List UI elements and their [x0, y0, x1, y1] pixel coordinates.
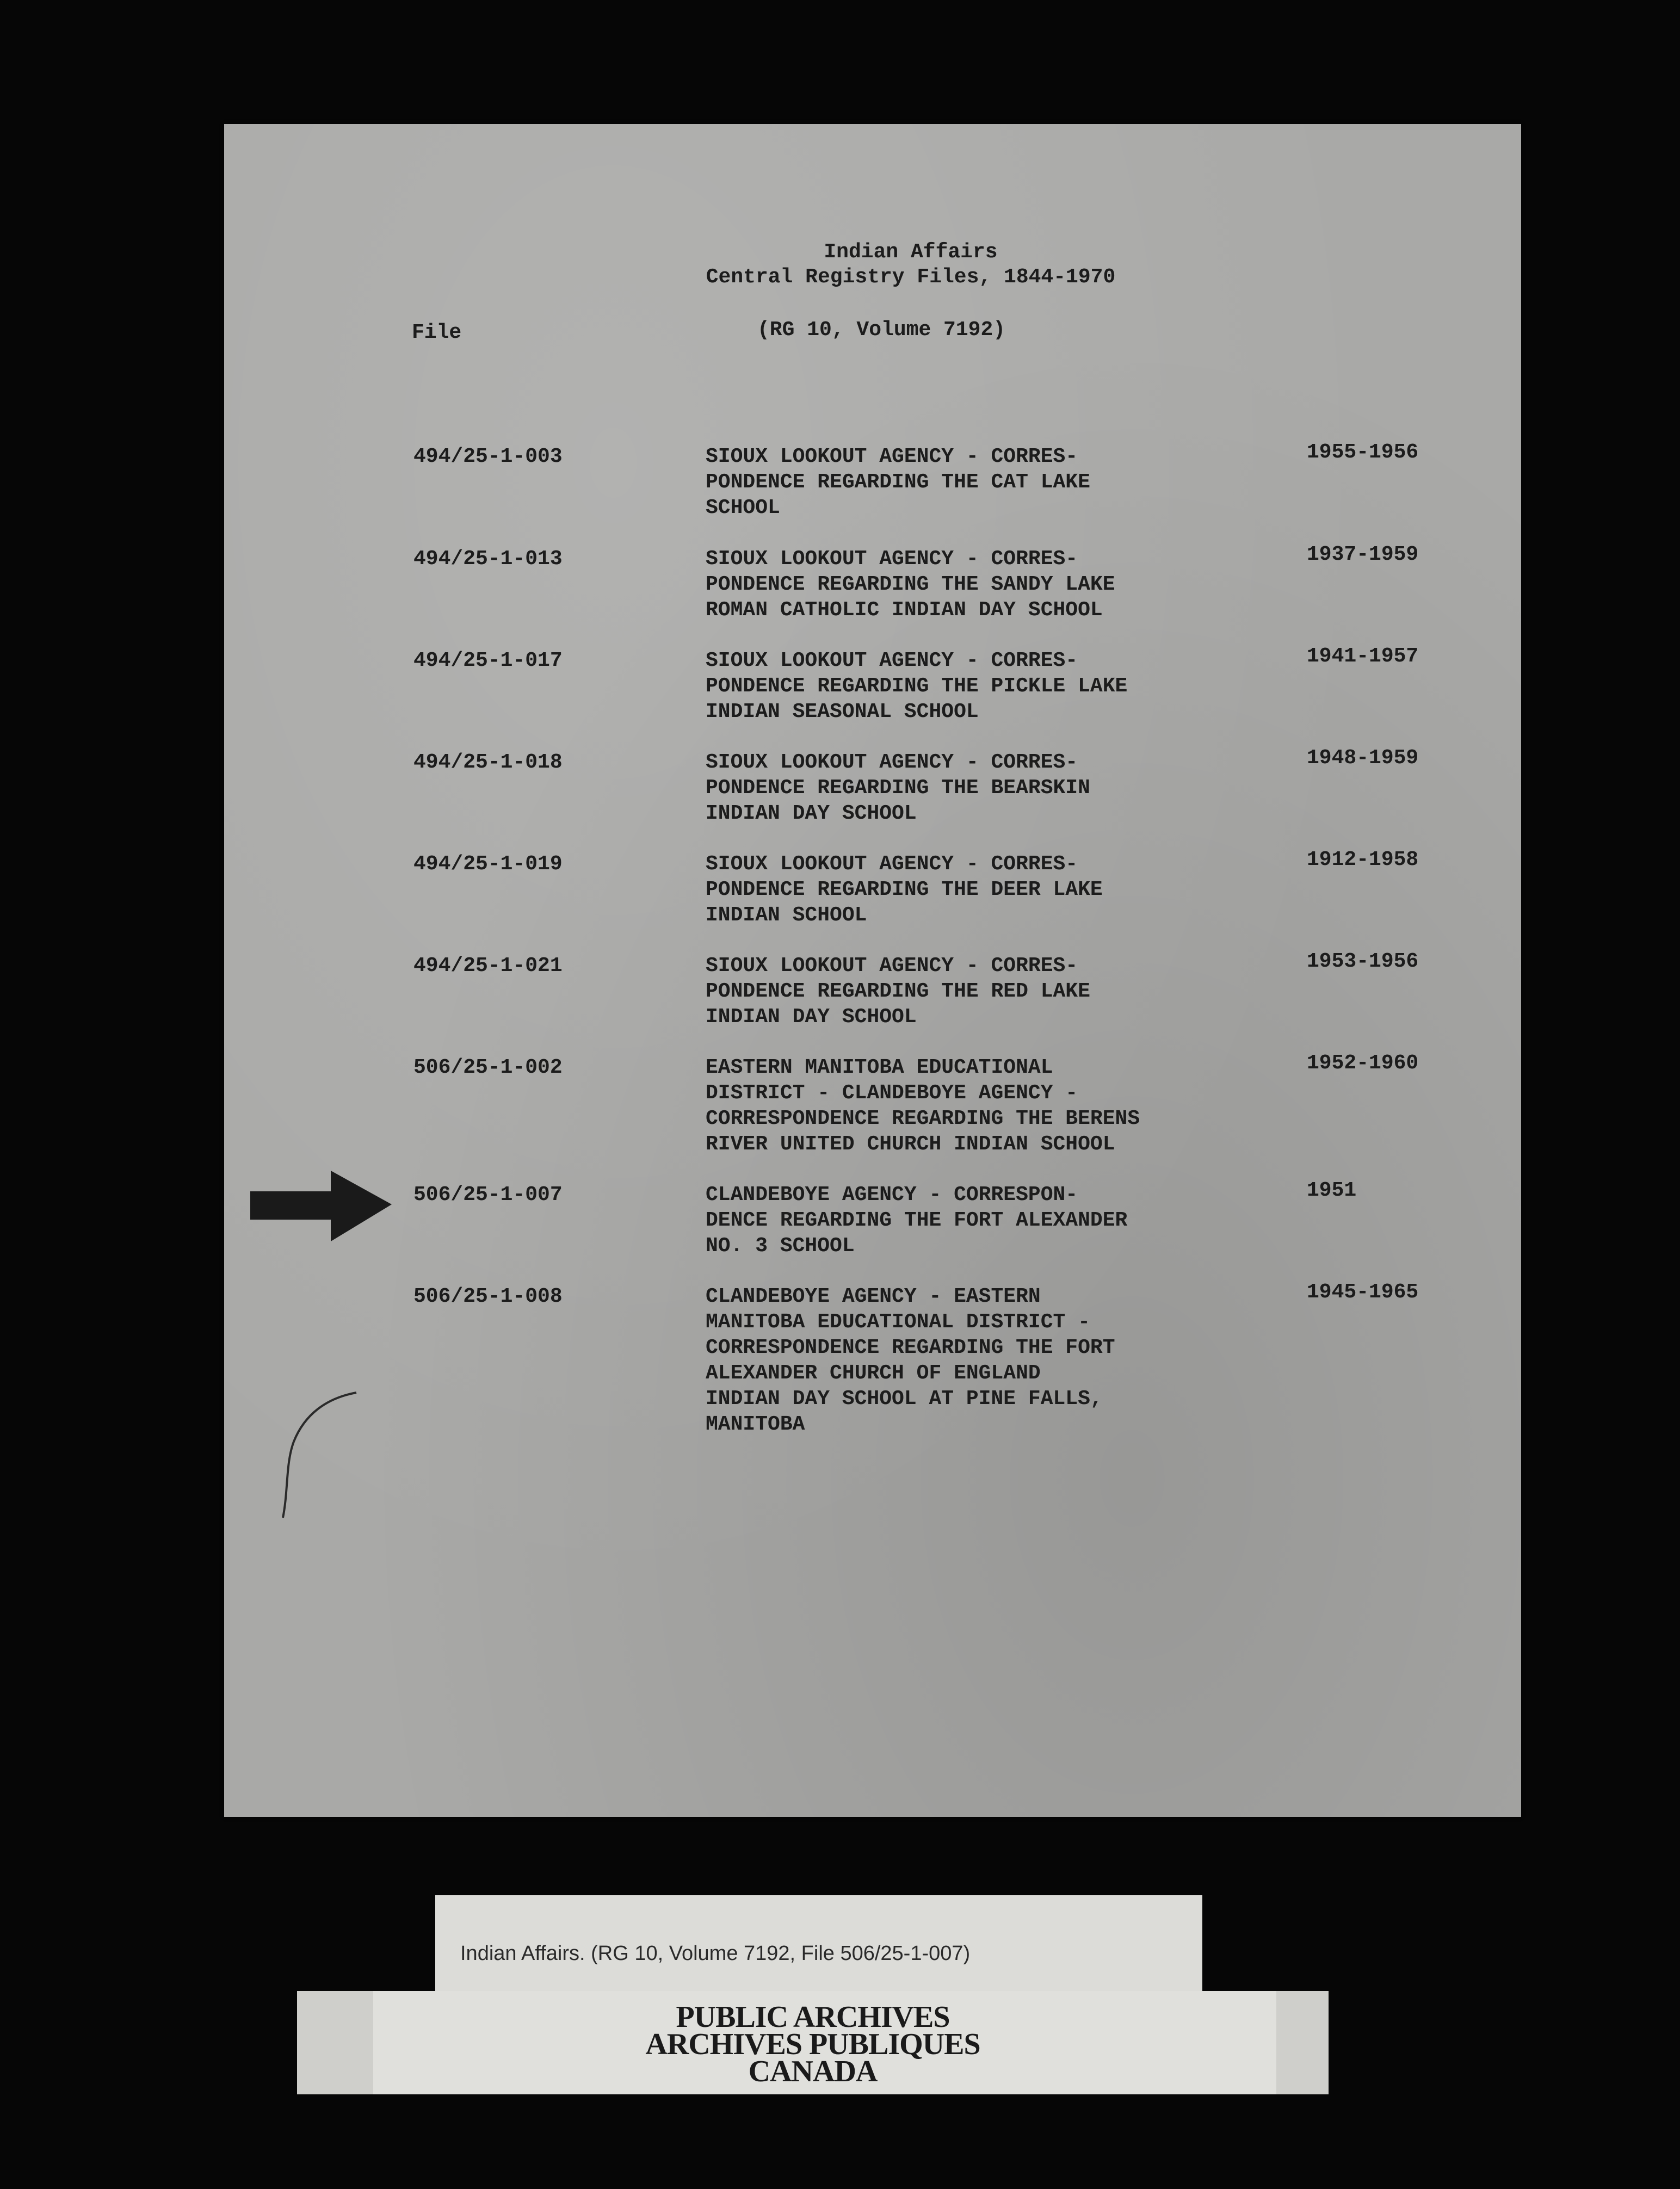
file-number: 506/25-1-002 [413, 1056, 563, 1079]
file-number: 494/25-1-019 [413, 852, 563, 876]
file-dates: 1952-1960 [1307, 1052, 1419, 1075]
file-description: EASTERN MANITOBA EDUCATIONAL DISTRICT - CLANDEBOYE AGENCY - CORRESPONDENCE REGARDING THE BERENS RIVER UNITED CHURCH INDIAN SCHOOL [706, 1056, 1140, 1156]
caption-label [435, 1895, 1202, 1996]
file-column-label: File [412, 321, 462, 344]
stamp-line-english: PUBLIC ARCHIVES [676, 2000, 950, 2034]
file-number: 494/25-1-017 [413, 649, 563, 672]
file-number: 494/25-1-003 [413, 445, 563, 468]
file-description: SIOUX LOOKOUT AGENCY - CORRES- PONDENCE REGARDING THE DEER LAKE INDIAN SCHOOL [706, 852, 1103, 927]
file-description: SIOUX LOOKOUT AGENCY - CORRES- PONDENCE REGARDING THE BEARSKIN INDIAN DAY SCHOOL [706, 751, 1090, 825]
file-dates: 1945-1965 [1307, 1281, 1419, 1304]
file-dates: 1937-1959 [1307, 543, 1419, 566]
file-description: SIOUX LOOKOUT AGENCY - CORRES- PONDENCE REGARDING THE RED LAKE INDIAN DAY SCHOOL [706, 954, 1090, 1029]
file-description: SIOUX LOOKOUT AGENCY - CORRES- PONDENCE REGARDING THE PICKLE LAKE INDIAN SEASONAL SCHOOL [706, 649, 1128, 724]
caption-text: Indian Affairs. (RG 10, Volume 7192, File 506/25-1-007) [460, 1942, 971, 1965]
archives-stamp [297, 1991, 1329, 2094]
file-number: 494/25-1-021 [413, 954, 563, 978]
file-description: CLANDEBOYE AGENCY - CORRESPON- DENCE REGARDING THE FORT ALEXANDER NO. 3 SCHOOL [706, 1183, 1128, 1258]
file-dates: 1951 [1307, 1179, 1357, 1202]
file-dates: 1953-1956 [1307, 950, 1419, 973]
file-dates: 1941-1957 [1307, 645, 1419, 668]
document-page [224, 124, 1521, 1817]
stamp-line-french: ARCHIVES PUBLIQUES [645, 2027, 980, 2061]
stamp-line-country: CANADA [748, 2055, 878, 2088]
file-dates: 1912-1958 [1307, 848, 1419, 871]
file-dates: 1948-1959 [1307, 746, 1419, 770]
file-dates: 1955-1956 [1307, 441, 1419, 464]
file-description: SIOUX LOOKOUT AGENCY - CORRES- PONDENCE REGARDING THE CAT LAKE SCHOOL [706, 445, 1090, 520]
document-title: Indian Affairs [824, 240, 998, 264]
file-number: 494/25-1-018 [413, 751, 563, 774]
file-description: SIOUX LOOKOUT AGENCY - CORRES- PONDENCE REGARDING THE SANDY LAKE ROMAN CATHOLIC INDIAN DAY SCHOOL [706, 547, 1115, 622]
pen-stroke-mark [272, 1382, 359, 1523]
document-subtitle: Central Registry Files, 1844-1970 [706, 265, 1116, 289]
file-number: 494/25-1-013 [413, 547, 563, 571]
volume-reference: (RG 10, Volume 7192) [757, 318, 1006, 342]
file-number: 506/25-1-008 [413, 1285, 563, 1308]
file-number: 506/25-1-007 [413, 1183, 563, 1207]
file-description: CLANDEBOYE AGENCY - EASTERN MANITOBA EDUCATIONAL DISTRICT - CORRESPONDENCE REGARDING THE FORT ALEXANDER CHURCH OF ENGLAND INDIAN DAY SCHOOL AT PINE FALLS, MANITOBA [706, 1285, 1115, 1436]
arrow-right-icon [250, 1171, 392, 1241]
